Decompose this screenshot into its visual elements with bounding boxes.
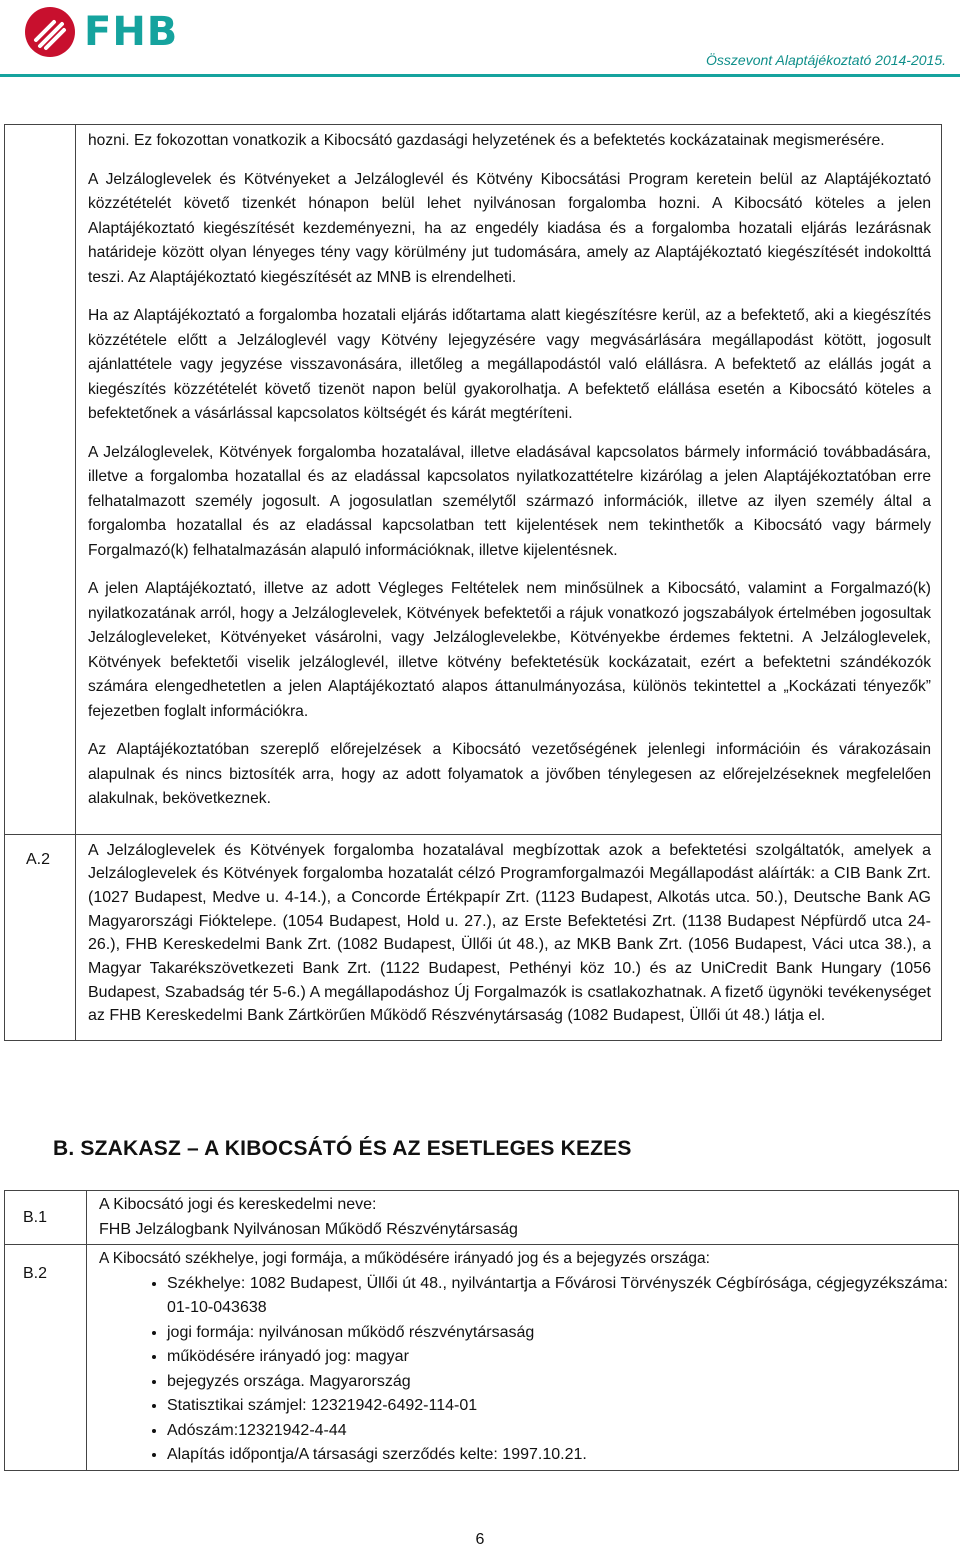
paragraph: A jelen Alaptájékoztató, illetve az adott Végleges Feltételek nem minősülnek a Kibocsátó, valamint a Forgalmazó(k) nyilatkozatának arról, hogy a Jelzáloglevelek, Kötvények befektetői a rájuk vonatkozó jogszabályok értelmében jogosultak Jelzálogleveleket, Kötvényeket vásárolni, vagy Jelzáloglevelekbe, Kötvényekbe érdemes fektetni. A Jelzáloglevelek, Kötvények befektetői viselik jelzáloglevél, illetve kötvény befektetésük kockázatait, ezért a befektetni szándékozók számára elengedhetetlen a jelen Alaptájékoztató alapos áttanulmányozása, különös tekintettel a „Kockázati tényezők” fejezetben foglalt információkra.: [88, 580, 931, 720]
list-item: • jogi formája: nyilvánosan működő részvénytársaság: [167, 1321, 948, 1346]
b1-line1: A Kibocsátó jogi és kereskedelmi neve:: [99, 1196, 377, 1213]
table-row: [5, 834, 942, 1041]
list-item: • bejegyzés országa. Magyarország: [167, 1370, 948, 1395]
label-b2: B.2: [5, 1245, 87, 1471]
row-body: [76, 834, 942, 1041]
logo-text: FHB: [84, 9, 179, 55]
fhb-logo: [24, 6, 178, 58]
list-item: • Statisztikai számjel: 12321942-6492-114-01: [167, 1394, 948, 1419]
table-row: [5, 1191, 959, 1245]
section-b-title: B. SZAKASZ – A KIBOCSÁTÓ ÉS AZ ESETLEGES KEZES: [53, 1137, 632, 1160]
label-b1: B.1: [5, 1191, 87, 1245]
paragraph: A Jelzáloglevelek, Kötvények forgalomba hozatalával, illetve eladásával kapcsolatos bármely információ továbbadására, illetve a forgalomba hozatallal és az eladással kapcsolatos nyilatkozattételre kizárólag a jelen Alaptájékoztatóban erre felhatalmazott személy jogosult. A jogosulatlan személytől származó információk, illetve az ilyen személy által a forgalomba hozatallal és az eladással kapcsolatban tett kijelentések nem tekinthetők a Kibocsátó vagy bármely Forgalmazó(k) felhatalmazásán alapuló információknak, illetve kijelentésnek.: [88, 443, 931, 559]
paragraph: A Jelzáloglevelek és Kötvényeket a Jelzáloglevél és Kötvény Kibocsátási Program keretein belül az Alaptájékoztató közzétételét követő tizenkét hónapon belül lehet nyilvánosan forgalomba hozni. A Kibocsátó köteles a jelen Alaptájékoztató kiegészítését kezdeményezni, ha az engedély kiadása és a forgalomba hozatali eljárás lezárásnak határideje között olyan lényeges tény vagy körülmény jut tudomására, amely az Alaptájékoztató kiegészítését indokolttá teszi. Az Alaptájékoztató kiegészítését az MNB is elrendelheti.: [88, 170, 931, 286]
row-body: [76, 125, 942, 835]
row-body: [87, 1191, 959, 1245]
paragraph: A Jelzáloglevelek és Kötvények forgalomba hozatalával megbízottak azok a befektetési szolgáltatók, amelyek a Jelzáloglevelek és Kötvények forgalomba hozatalát célzó Programforgalmazói Megállapodást aláírták: a CIB Bank Zrt. (1027 Budapest, Medve u. 4-14.), a Concorde Értékpapír Zrt. (1123 Budapest, Alkotás utca. 50.), Deutsche Bank AG Magyarországi Fióktelepe. (1054 Budapest, Hold u. 27.), az Erste Befektetési Zrt. (1138 Budapest Népfürdő utca 24-26.), FHB Kereskedelmi Bank Zrt. (1082 Budapest, Üllői út 48.), az MKB Bank Zrt. (1056 Budapest, Váci utca 38.), a Magyar Takarékszövetkezeti Bank Zrt. (1122 Budapest, Pethényi köz 10.) és az UniCredit Bank Hungary (1056 Budapest, Szabadság tér 5-6.) A megállapodáshoz Új Forgalmazók is csatlakozhatnak. A fizető ügynöki tevékenységet az FHB Kereskedelmi Bank Zártkörűen Működő Részvénytársaság (1082 Budapest, Üllői út 48.) látja el.: [88, 841, 931, 1025]
row-body: [87, 1245, 959, 1471]
list-item: • Alapítás időpontja/A társasági szerződés kelte: 1997.10.21.: [167, 1443, 948, 1468]
paragraph: Ha az Alaptájékoztató a forgalomba hozatali eljárás időtartama alatt kiegészítésre kerül, az a befektető, aki a kiegészítés közzététele előtt a Jelzáloglevél vagy Kötvény lejegyzésére vagy megvásárlására megállapodást kötött, jogosult ajánlattétele vagy jegyzése visszavonására, illetőleg a megállapodástól való elállásra. A befektető az elállás jogát a kiegészítés közzétételét követő tizenöt napon belül gyakorolhatja. A befektető elállása esetén a Kibocsátó köteles a befektetőnek a vásárlással kapcsolatos költségét és kárát megtéríteni.: [88, 307, 931, 422]
b2-intro: A Kibocsátó székhelye, jogi formája, a működésére irányadó jog és a bejegyzés országa:: [99, 1250, 710, 1267]
table-row: [5, 1245, 959, 1471]
table-row: [5, 125, 942, 835]
section-a-table: [4, 124, 942, 1041]
document-title: Összevont Alaptájékoztató 2014-2015.: [706, 52, 946, 68]
page-number: 6: [475, 1531, 485, 1548]
paragraph: Az Alaptájékoztatóban szereplő előrejelzések a Kibocsátó vezetőségének jelenlegi információin és várakozásain alapulnak és nincs biztosíték arra, hogy az adott folyamatok a jövőben ténylegesen az előrejelzéseknek megfelelően alakulnak, bekövetkeznek.: [88, 741, 931, 807]
list-item: • működésére irányadó jog: magyar: [167, 1345, 948, 1370]
paragraph: hozni. Ez fokozottan vonatkozik a Kibocsátó gazdasági helyzetének és a befektetés kockázatainak megismerésére.: [88, 132, 885, 149]
list-item: • Adószám:12321942-4-44: [167, 1419, 948, 1444]
header-rule: [0, 74, 960, 77]
row-label-empty: [5, 125, 76, 835]
b1-line2: FHB Jelzálogbank Nyilvánosan Működő Részvénytársaság: [99, 1220, 518, 1238]
row-label: [5, 834, 76, 1041]
label-a2: A.2: [26, 850, 51, 868]
b2-list: [99, 1272, 948, 1468]
list-item: • Székhelye: 1082 Budapest, Üllői út 48., nyilvántartja a Fővárosi Törvényszék Cégbírósága, cégjegyzékszáma: 01-10-043638: [167, 1272, 948, 1321]
section-b-table: [4, 1190, 959, 1471]
fhb-circle-stripes-icon: [24, 6, 76, 58]
